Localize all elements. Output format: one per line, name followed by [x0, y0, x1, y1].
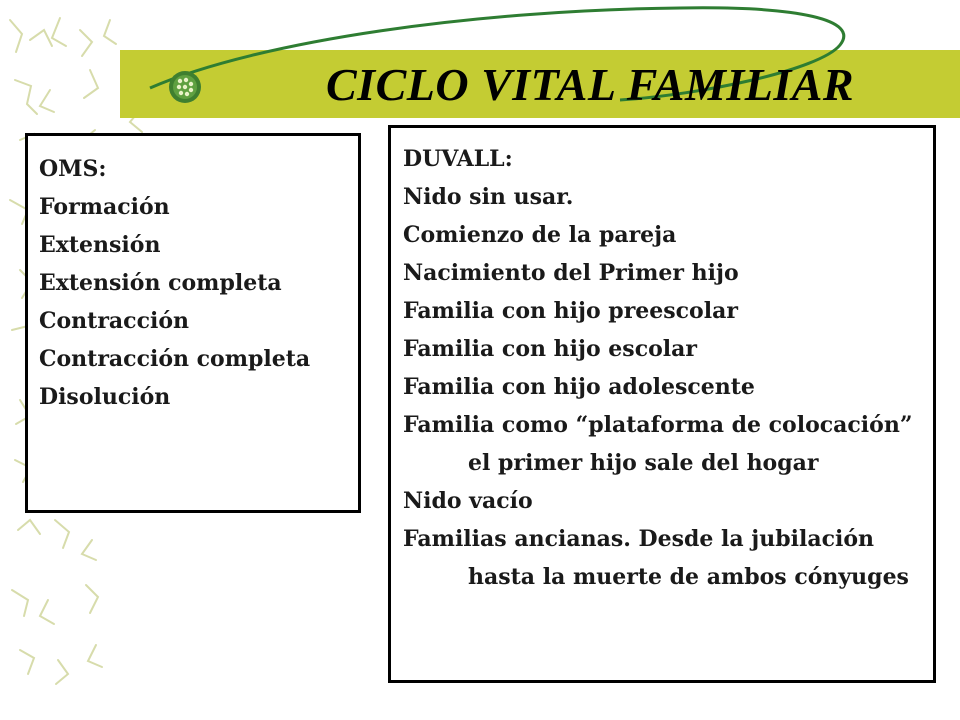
duvall-item: Familia como “plataforma de colocación” el primer hijo sale del hogar: [403, 412, 913, 476]
oms-heading: OMS:: [39, 156, 107, 182]
duvall-item: Nido sin usar.: [403, 184, 574, 210]
duvall-item: Familia con hijo adolescente: [403, 374, 755, 400]
duvall-item: Familias ancianas. Desde la jubilación hasta la muerte de ambos cónyuges: [403, 526, 909, 590]
oms-item: Extensión completa: [39, 270, 282, 296]
oms-item: Contracción completa: [39, 346, 311, 372]
oms-box: [25, 133, 361, 513]
slide-title: CICLO VITAL FAMILIAR: [326, 59, 855, 110]
oms-list: [39, 188, 358, 416]
oms-item: Disolución: [39, 384, 171, 410]
duvall-box: [388, 125, 936, 683]
duvall-item: Familia con hijo preescolar: [403, 298, 738, 324]
oms-item: Extensión: [39, 232, 161, 258]
duvall-item: Comienzo de la pareja: [403, 222, 677, 248]
duvall-item: Nacimiento del Primer hijo: [403, 260, 739, 286]
green-orb-icon: [168, 70, 202, 104]
oms-item: Contracción: [39, 308, 190, 334]
duvall-item: Familia con hijo escolar: [403, 336, 697, 362]
duvall-list: [403, 178, 933, 596]
oms-item: Formación: [39, 194, 170, 220]
duvall-item: Nido vacío: [403, 488, 533, 514]
duvall-heading: DUVALL:: [403, 146, 513, 172]
